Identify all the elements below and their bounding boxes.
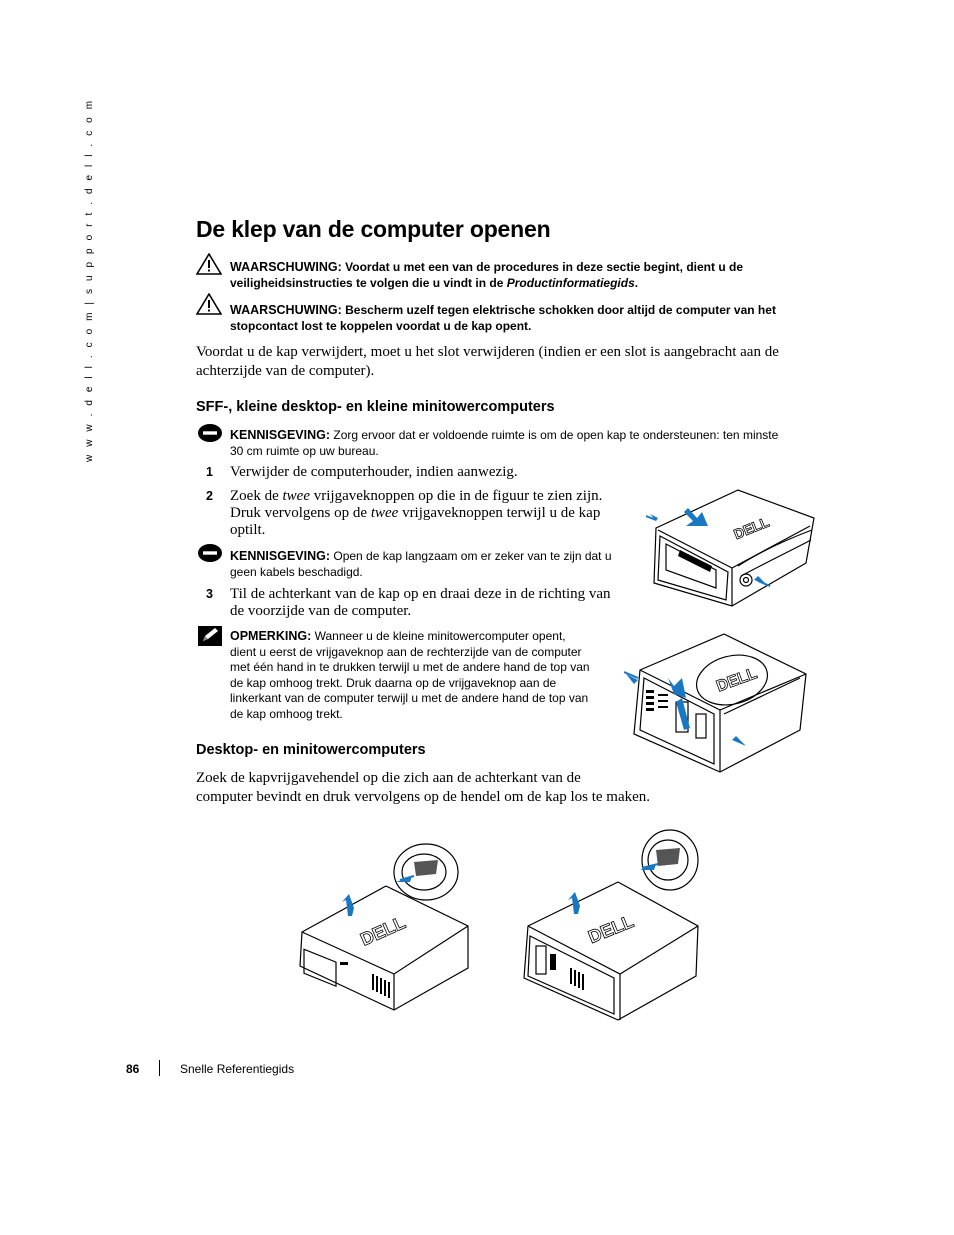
- step-text-part: de voorzijde van de computer.: [230, 603, 412, 619]
- step-number: 2: [206, 489, 213, 503]
- note-text: Wanneer u de kleine minitowercomputer opent,: [314, 629, 566, 643]
- notice-icon: [197, 543, 223, 563]
- note-label: OPMERKING:: [230, 629, 312, 643]
- desktop-computer-illustration: [296, 838, 474, 1022]
- step-text: [230, 488, 602, 539]
- note-text: de kap omhoog trekt. Druk daarna op de vrijgaveknop aan de: [230, 675, 557, 690]
- step-text-part: Til de achterkant van de kap op en draai deze in de richting van: [230, 586, 611, 602]
- warning-label: WAARSCHUWING:: [230, 303, 342, 317]
- step-emphasis: twee: [282, 488, 310, 504]
- svg-text:DELL: DELL: [357, 912, 409, 950]
- step-text: [230, 586, 611, 620]
- step-text-part: Druk vervolgens op de: [230, 505, 371, 521]
- warning-triangle-icon: [196, 293, 222, 315]
- step-text: Verwijder de computerhouder, indien aanwezig.: [230, 464, 518, 480]
- notice-text: Zorg ervoor dat er voldoende ruimte is om de open kap te ondersteunen: ten minste: [333, 428, 779, 442]
- side-url: w w w . d e l l . c o m | s u p p o r t . d e l l . c o m: [84, 98, 95, 462]
- warning-text: stopcontact lost te koppelen voordat u de kap opent.: [230, 319, 532, 333]
- section-heading-desktop: Desktop- en minitowercomputers: [196, 742, 426, 758]
- note-text: linkerkant van de computer terwijl u met de andere hand de top van: [230, 691, 589, 705]
- svg-text:DELL: DELL: [714, 665, 760, 696]
- warning-triangle-icon: [196, 253, 222, 275]
- warning-text: .: [634, 276, 639, 290]
- step-text-part: Zoek de: [230, 488, 283, 504]
- page-title: De klep van de computer openen: [196, 216, 551, 242]
- notice-icon: [197, 423, 223, 443]
- minitower-computer-illustration: [522, 826, 700, 1022]
- section-heading-sff: SFF-, kleine desktop- en kleine minitowercomputers: [196, 399, 555, 415]
- notice-text: 30 cm ruimte op uw bureau.: [230, 444, 379, 458]
- guide-reference: Productinformatiegids: [506, 276, 635, 290]
- svg-text:DELL: DELL: [585, 911, 637, 948]
- warning-label: WAARSCHUWING:: [230, 260, 342, 274]
- warning-text: Bescherm uzelf tegen elektrische schokken door altijd de computer van het: [345, 303, 776, 317]
- warning-text: Voordat u met een van de procedures in deze sectie begint, dient u de: [345, 260, 744, 274]
- desktop-line: Zoek de kapvrijgavehendel op die zich aan de achterkant van de: [196, 770, 581, 786]
- note-text: de kap omhoog trekt.: [230, 706, 343, 721]
- notice-text: Open de kap langzaam om er zeker van te zijn dat u: [333, 549, 612, 563]
- note-pencil-icon: [198, 626, 222, 646]
- step-number: 3: [206, 587, 213, 601]
- step-emphasis: twee: [370, 505, 399, 521]
- notice-1: [230, 427, 778, 459]
- note-text: dient u eerst de vrijgaveknop aan de rechterzijde van de computer: [230, 644, 582, 659]
- footer-title: Snelle Referentiegids: [180, 1062, 295, 1076]
- note-text: met één hand in te drukken terwijl u met de andere hand de top van: [230, 660, 590, 674]
- notice-2: [230, 548, 612, 580]
- page-number: 86: [126, 1062, 140, 1076]
- intro-paragraph: [196, 343, 779, 381]
- step-text-part: vrijgaveknoppen terwijl u de kap: [398, 505, 601, 521]
- step-number: 1: [206, 465, 213, 479]
- warning-1: [230, 259, 743, 291]
- desktop-paragraph: [196, 769, 650, 807]
- step-text-part: vrijgaveknoppen op die in de figuur te zien zijn.: [309, 488, 603, 504]
- notice-text: geen kabels beschadigd.: [230, 565, 363, 579]
- note: [230, 629, 590, 722]
- notice-label: KENNISGEVING:: [230, 428, 331, 442]
- sff-computer-illustration: [646, 488, 818, 612]
- desktop-line: computer bevindt en druk vervolgens op de hendel om de kap los te maken.: [196, 789, 651, 805]
- svg-text:DELL: DELL: [731, 513, 772, 543]
- footer-separator: [159, 1060, 160, 1076]
- small-minitower-illustration: [624, 630, 810, 774]
- intro-line: achterzijde van de computer).: [196, 363, 375, 379]
- notice-label: KENNISGEVING:: [230, 549, 331, 563]
- step-text-part: optilt.: [230, 522, 266, 538]
- warning-text: veiligheidsinstructies te volgen die u vindt in de: [230, 276, 507, 290]
- warning-2: [230, 302, 776, 334]
- intro-line: Voordat u de kap verwijdert, moet u het slot verwijderen (indien er een slot is aangebracht aan de: [196, 344, 779, 360]
